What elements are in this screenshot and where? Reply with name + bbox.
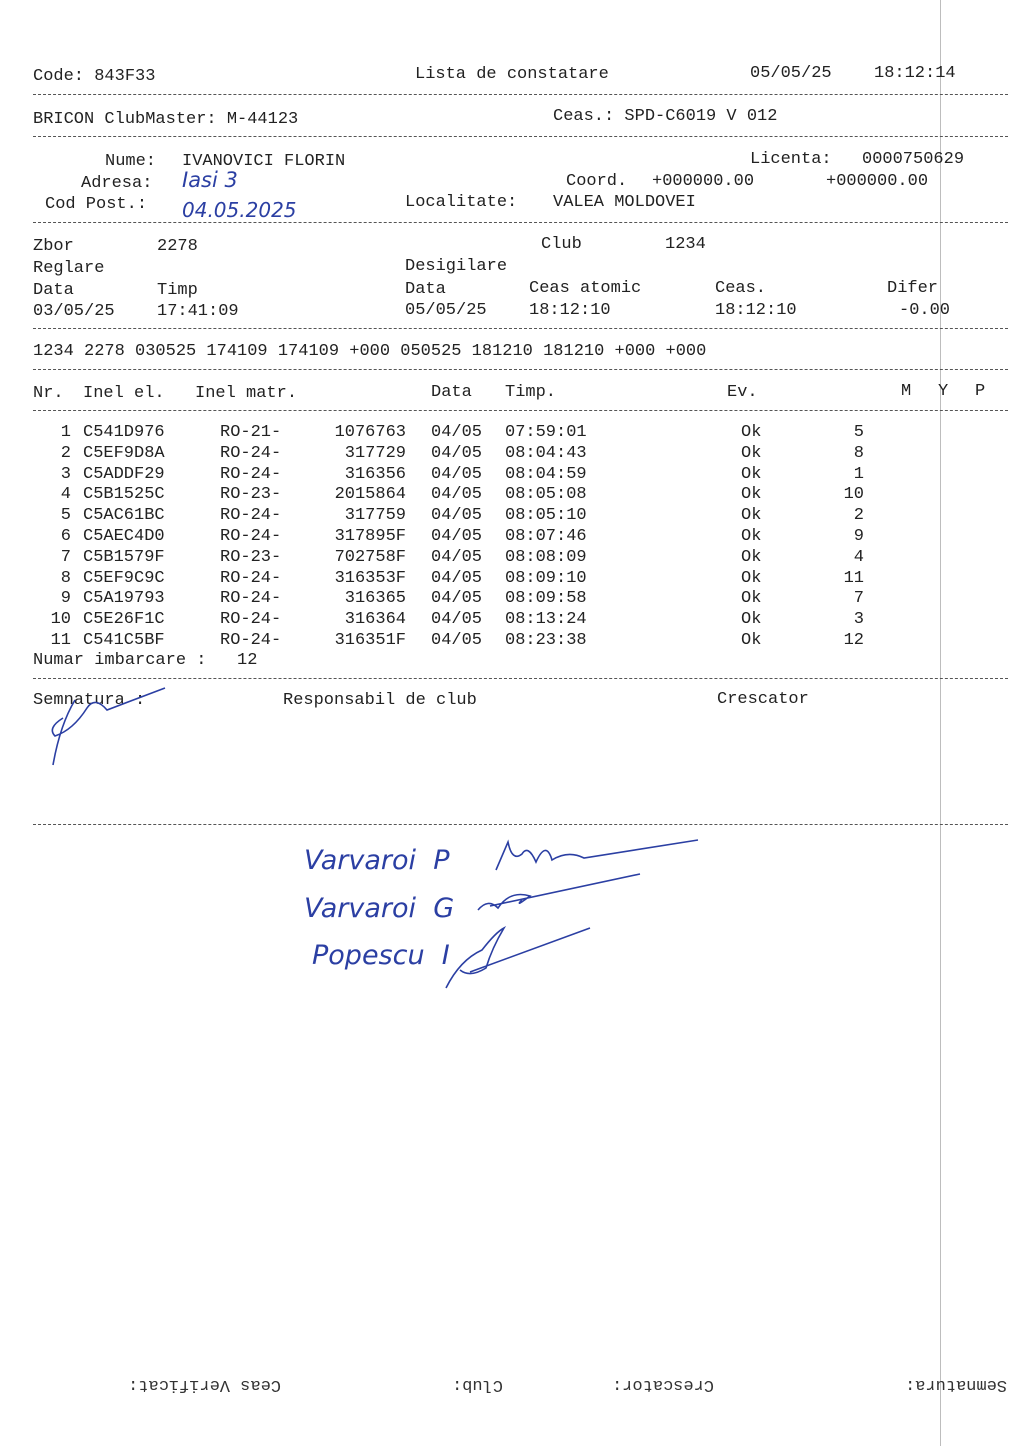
cell-nr: 11	[50, 631, 71, 650]
cell-matr: 316356	[344, 464, 406, 484]
desigilare-label: Desigilare	[405, 257, 508, 276]
cell-ev: Ok	[741, 631, 762, 650]
cell-ev: Ok	[741, 527, 762, 546]
document-title: Lista de constatare	[415, 65, 609, 84]
cell-matr: 316365	[344, 589, 406, 609]
cell-time: 07:59:01	[505, 423, 587, 442]
flight-code-line: 1234 2278 030525 174109 174109 +000 050525 181210 181210 +000 +000	[33, 342, 707, 361]
cell-el: C5ADDF29	[83, 464, 165, 484]
cell-ev: Ok	[741, 485, 762, 505]
cell-time: 08:09:10	[505, 568, 587, 588]
cell-time: 08:08:09	[505, 547, 587, 567]
header-time: 18:12:14	[874, 64, 956, 83]
code-label: Code: 843F33	[33, 67, 156, 86]
cell-time: 08:04:59	[505, 464, 587, 484]
divider	[33, 94, 1008, 95]
cell-date: 04/05	[431, 485, 483, 505]
col-m: M	[901, 382, 912, 401]
reg-date: 03/05/25	[33, 302, 115, 321]
handwritten-name-2: Varvaroi G	[304, 893, 455, 924]
address-label: Adresa:	[81, 174, 153, 193]
cell-time: 08:05:08	[505, 485, 587, 505]
col-nr: Nr.	[33, 384, 64, 403]
cell-matr: 317895F	[334, 527, 406, 546]
cell-el: C5EF9C9C	[83, 568, 165, 588]
cell-nr: 5	[60, 506, 71, 526]
col-data: Data	[431, 383, 472, 402]
cell-date: 04/05	[431, 589, 483, 609]
col-inel-el: Inel el.	[83, 384, 165, 403]
cell-ev: Ok	[741, 464, 762, 484]
cell-el: C5AC61BC	[83, 506, 165, 526]
cell-nr: 1	[60, 423, 71, 442]
cell-pre: RO-24-	[220, 568, 282, 588]
cell-v: 2	[853, 506, 864, 526]
cell-time: 08:07:46	[505, 527, 587, 546]
cell-nr: 9	[60, 589, 71, 609]
cell-v: 1	[853, 464, 864, 484]
cell-ev: Ok	[741, 547, 762, 567]
cell-ev: Ok	[741, 506, 762, 526]
coord-label: Coord.	[566, 172, 628, 191]
cell-matr: 702758F	[334, 547, 406, 567]
cell-matr: 316353F	[334, 568, 406, 588]
clubmaster: BRICON ClubMaster: M-44123	[33, 110, 299, 129]
cell-pre: RO-24-	[220, 443, 282, 463]
locality-label: Localitate:	[405, 193, 518, 212]
divider	[33, 136, 1008, 137]
breeder-label: Crescator	[717, 690, 809, 709]
cell-time: 08:23:38	[505, 631, 587, 650]
locality: VALEA MOLDOVEI	[553, 193, 696, 212]
boarding-count: Numar imbarcare : 12	[33, 651, 258, 670]
cell-time: 08:05:10	[505, 506, 587, 526]
postal-handwritten: 04.05.2025	[182, 198, 297, 222]
cell-v: 8	[853, 443, 864, 463]
cell-el: C5A19793	[83, 589, 165, 609]
divider	[33, 328, 1008, 329]
col-ev: Ev.	[727, 383, 758, 402]
cell-v: 10	[843, 485, 864, 505]
footer-clock-verified: Ceas Verificat:	[128, 1375, 282, 1394]
cell-date: 04/05	[431, 610, 483, 630]
cell-nr: 7	[60, 547, 71, 567]
cell-date: 04/05	[431, 423, 483, 442]
cell-nr: 3	[60, 464, 71, 484]
postal-label: Cod Post.:	[45, 195, 148, 214]
cell-date: 04/05	[431, 527, 483, 546]
footer-club: Club:	[452, 1375, 504, 1394]
club-number: 1234	[665, 235, 706, 254]
coord-1: +000000.00	[652, 172, 755, 191]
cell-nr: 2	[60, 443, 71, 463]
divider	[33, 369, 1008, 370]
ceas-label: Ceas.	[715, 279, 767, 298]
zbor-number: 2278	[157, 237, 198, 256]
cell-pre: RO-24-	[220, 527, 282, 546]
difer-label: Difer	[887, 279, 939, 298]
cell-v: 5	[853, 423, 864, 442]
col-y: Y	[938, 382, 949, 401]
cell-nr: 6	[60, 527, 71, 546]
handwritten-signature-4	[430, 920, 600, 995]
cell-pre: RO-24-	[220, 610, 282, 630]
cell-pre: RO-23-	[220, 485, 282, 505]
atomic-time: 18:12:10	[529, 301, 611, 320]
col-inel-matr: Inel matr.	[195, 384, 298, 403]
license-label: Licenta:	[750, 150, 832, 169]
cell-ev: Ok	[741, 568, 762, 588]
cell-pre: RO-23-	[220, 547, 282, 567]
cell-matr: 317759	[344, 506, 406, 526]
footer-signature: Semnatura:	[905, 1375, 1008, 1394]
cell-el: C541C5BF	[83, 631, 165, 650]
reg-timp-label: Timp	[157, 281, 198, 300]
handwritten-signature-1	[35, 680, 185, 775]
zbor-label: Zbor	[33, 237, 74, 256]
col-timp: Timp.	[505, 383, 557, 402]
cell-el: C5B1579F	[83, 547, 165, 567]
cell-ev: Ok	[741, 423, 762, 442]
divider	[33, 222, 1008, 223]
cell-matr: 2015864	[334, 485, 406, 505]
club-label: Club	[541, 235, 582, 254]
cell-date: 04/05	[431, 464, 483, 484]
license-number: 0000750629	[862, 150, 965, 169]
cell-time: 08:13:24	[505, 610, 587, 630]
header-date: 05/05/25	[750, 64, 832, 83]
cell-pre: RO-21-	[220, 423, 282, 442]
name-label: Nume:	[105, 152, 157, 171]
reg-time: 17:41:09	[157, 302, 239, 321]
cell-ev: Ok	[741, 610, 762, 630]
cell-date: 04/05	[431, 631, 483, 650]
divider	[33, 410, 1008, 411]
handwritten-name-1: Varvaroi P	[304, 845, 450, 876]
cell-el: C5AEC4D0	[83, 527, 165, 546]
handwritten-name-3: Popescu I	[312, 940, 450, 971]
difer-value: -0.00	[899, 301, 951, 320]
cell-ev: Ok	[741, 589, 762, 609]
footer-breeder: Crescator:	[612, 1375, 715, 1394]
address-handwritten: Iasi 3	[182, 168, 238, 192]
cell-matr: 317729	[344, 443, 406, 463]
cell-nr: 4	[60, 485, 71, 505]
cell-nr: 8	[60, 568, 71, 588]
divider	[33, 824, 1008, 825]
des-data-label: Data	[405, 280, 446, 299]
cell-el: C541D976	[83, 423, 165, 442]
ceas-time: 18:12:10	[715, 301, 797, 320]
clock-id: Ceas.: SPD-C6019 V 012	[553, 107, 778, 126]
club-responsible-label: Responsabil de club	[283, 691, 477, 710]
cell-date: 04/05	[431, 547, 483, 567]
cell-v: 7	[853, 589, 864, 609]
cell-ev: Ok	[741, 443, 762, 463]
cell-pre: RO-24-	[220, 589, 282, 609]
paper-fold-line	[940, 0, 941, 1446]
cell-nr: 10	[50, 610, 71, 630]
owner-name: IVANOVICI FLORIN	[182, 152, 346, 171]
cell-v: 12	[843, 631, 864, 650]
reg-data-label: Data	[33, 281, 74, 300]
col-p: P	[975, 382, 986, 401]
cell-pre: RO-24-	[220, 464, 282, 484]
des-date: 05/05/25	[405, 301, 487, 320]
cell-el: C5B1525C	[83, 485, 165, 505]
coord-2: +000000.00	[826, 172, 929, 191]
cell-pre: RO-24-	[220, 506, 282, 526]
cell-pre: RO-24-	[220, 631, 282, 650]
reglare-label: Reglare	[33, 259, 105, 278]
cell-el: C5E26F1C	[83, 610, 165, 630]
cell-date: 04/05	[431, 568, 483, 588]
cell-v: 9	[853, 527, 864, 546]
cell-date: 04/05	[431, 443, 483, 463]
cell-time: 08:09:58	[505, 589, 587, 609]
cell-v: 3	[853, 610, 864, 630]
cell-matr: 316364	[344, 610, 406, 630]
cell-v: 4	[853, 547, 864, 567]
cell-time: 08:04:43	[505, 443, 587, 463]
signature-label: Semnatura :	[33, 691, 146, 710]
cell-date: 04/05	[431, 506, 483, 526]
handwritten-signature-3	[470, 870, 650, 920]
cell-matr: 316351F	[334, 631, 406, 650]
divider	[33, 678, 1008, 679]
cell-v: 11	[843, 568, 864, 588]
cell-matr: 1076763	[334, 423, 406, 442]
atomic-label: Ceas atomic	[529, 279, 642, 298]
cell-el: C5EF9D8A	[83, 443, 165, 463]
